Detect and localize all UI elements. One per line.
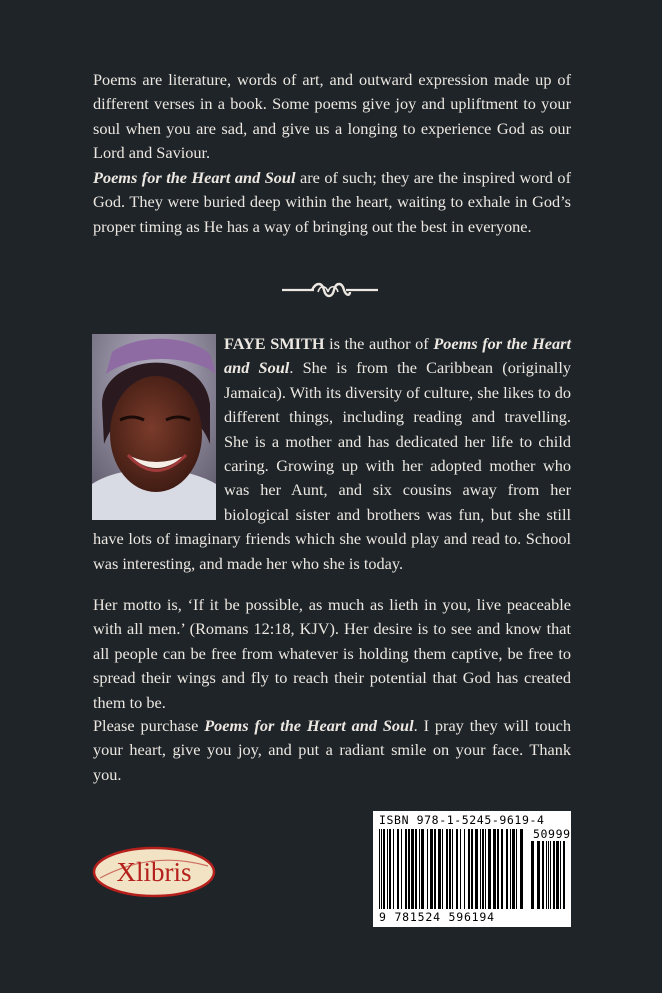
isbn-barcode [373,811,571,927]
closing-text: Please purchase [93,716,205,735]
barcode-bar [485,829,486,909]
barcode-bar [546,841,547,909]
barcode-bar [468,829,470,909]
barcode-bar [449,829,451,909]
barcode-bar [381,829,382,909]
closing-text: . I pray they will touch your heart, give you joy, and put a radiant smile on your face. Thank you. [93,716,571,784]
ean-number: 9 781524 596194 [379,910,495,924]
barcode-bar [427,829,428,909]
intro-paragraph-text: are of such; they are the inspired word of God. They were buried deep within the heart, waiting to exhale in God’s proper timing as He has a way of bringing out the best in everyone. [93,168,571,236]
barcode-bar [387,829,388,909]
isbn-label: ISBN 978-1-5245-9619-4 [379,813,545,827]
author-name: FAYE SMITH [224,334,325,353]
barcode-bar [516,829,517,909]
barcode-bars [379,829,527,909]
barcode-bar [393,829,394,909]
barcode-bar [548,841,549,909]
book-title: Poems for the Heart and Soul [93,168,296,187]
xlibris-logo [92,846,216,898]
barcode-bar [460,829,461,909]
closing-paragraph [93,714,571,787]
book-title: Poems for the Heart and Soul [204,716,414,735]
barcode-bar [493,829,496,909]
intro-paragraph-title-statement [93,166,571,239]
barcode-bar [389,829,391,909]
barcode-bar [430,829,433,909]
barcode-bar [563,841,565,909]
intro-paragraph: Poems are literature, words of art, and outward expression made up of different verses in a book. Some poems give joy and upliftment to your soul when you are sad, and give us a longing to experience God as our Lord and Saviour. [93,70,571,163]
bio-text: is the author of [324,334,434,353]
barcode-bar [434,829,436,909]
barcode-bar [419,829,420,909]
barcode-bar [482,829,484,909]
barcode-bar [452,829,453,909]
price-code: 50999 [533,827,571,841]
barcode-bar [553,841,555,909]
barcode-bar [510,829,511,909]
barcode-bar [520,829,523,909]
barcode-bar [408,829,410,909]
barcode-bar [442,829,443,909]
barcode-bar [556,841,559,909]
barcode-bar [379,829,380,909]
author-bio [93,332,571,576]
barcode-bar [550,841,551,909]
barcode-bar [506,829,508,909]
barcode-bar [456,829,458,909]
book-title: Poems for the Heart and Soul [224,334,571,378]
barcode-addon-bars [531,841,567,909]
barcode-bar [446,829,448,909]
barcode-bar [542,841,544,909]
barcode-bar [405,829,407,909]
barcode-bar [397,829,399,909]
barcode-bar [475,829,478,909]
barcode-bar [488,829,491,909]
barcode-bar [401,829,402,909]
barcode-bar [421,829,424,909]
barcode-bar [383,829,385,909]
barcode-bar [415,829,417,909]
xlibris-logo-text: Xlibris [116,857,192,887]
bio-text: . She is from the Caribbean (originally Jamaica). With its diversity of culture, she likes to do different things, including reading and travelling. She is a mother and has dedicated her life to child caring. Growing up with her adopted mother who was her Aunt, and six cousins away from her biological sister and brothers was fun, but she still have lots of imaginary friends which she would play and read to. School was interesting, and made her who she is today. [93,358,571,573]
motto-paragraph: Her motto is, ‘If it be possible, as much as lieth in you, live peaceable with all men.’ (Romans 12:18, KJV). Her desire is to see and know that all people can be free from whatever is holding them captive, be free to spread their wings and fly to reach their potential that God has created them to be. [93,595,571,712]
barcode-bar [471,829,473,909]
barcode-bar [501,829,503,909]
barcode-bar [411,829,414,909]
barcode-bar [438,829,441,909]
barcode-bar [497,829,499,909]
barcode-bar [512,829,515,909]
ornament-divider [280,280,380,300]
barcode-bar [560,841,561,909]
barcode-bar [464,829,465,909]
barcode-bar [537,841,540,909]
barcode-bar [480,829,481,909]
barcode-bar [531,841,534,909]
